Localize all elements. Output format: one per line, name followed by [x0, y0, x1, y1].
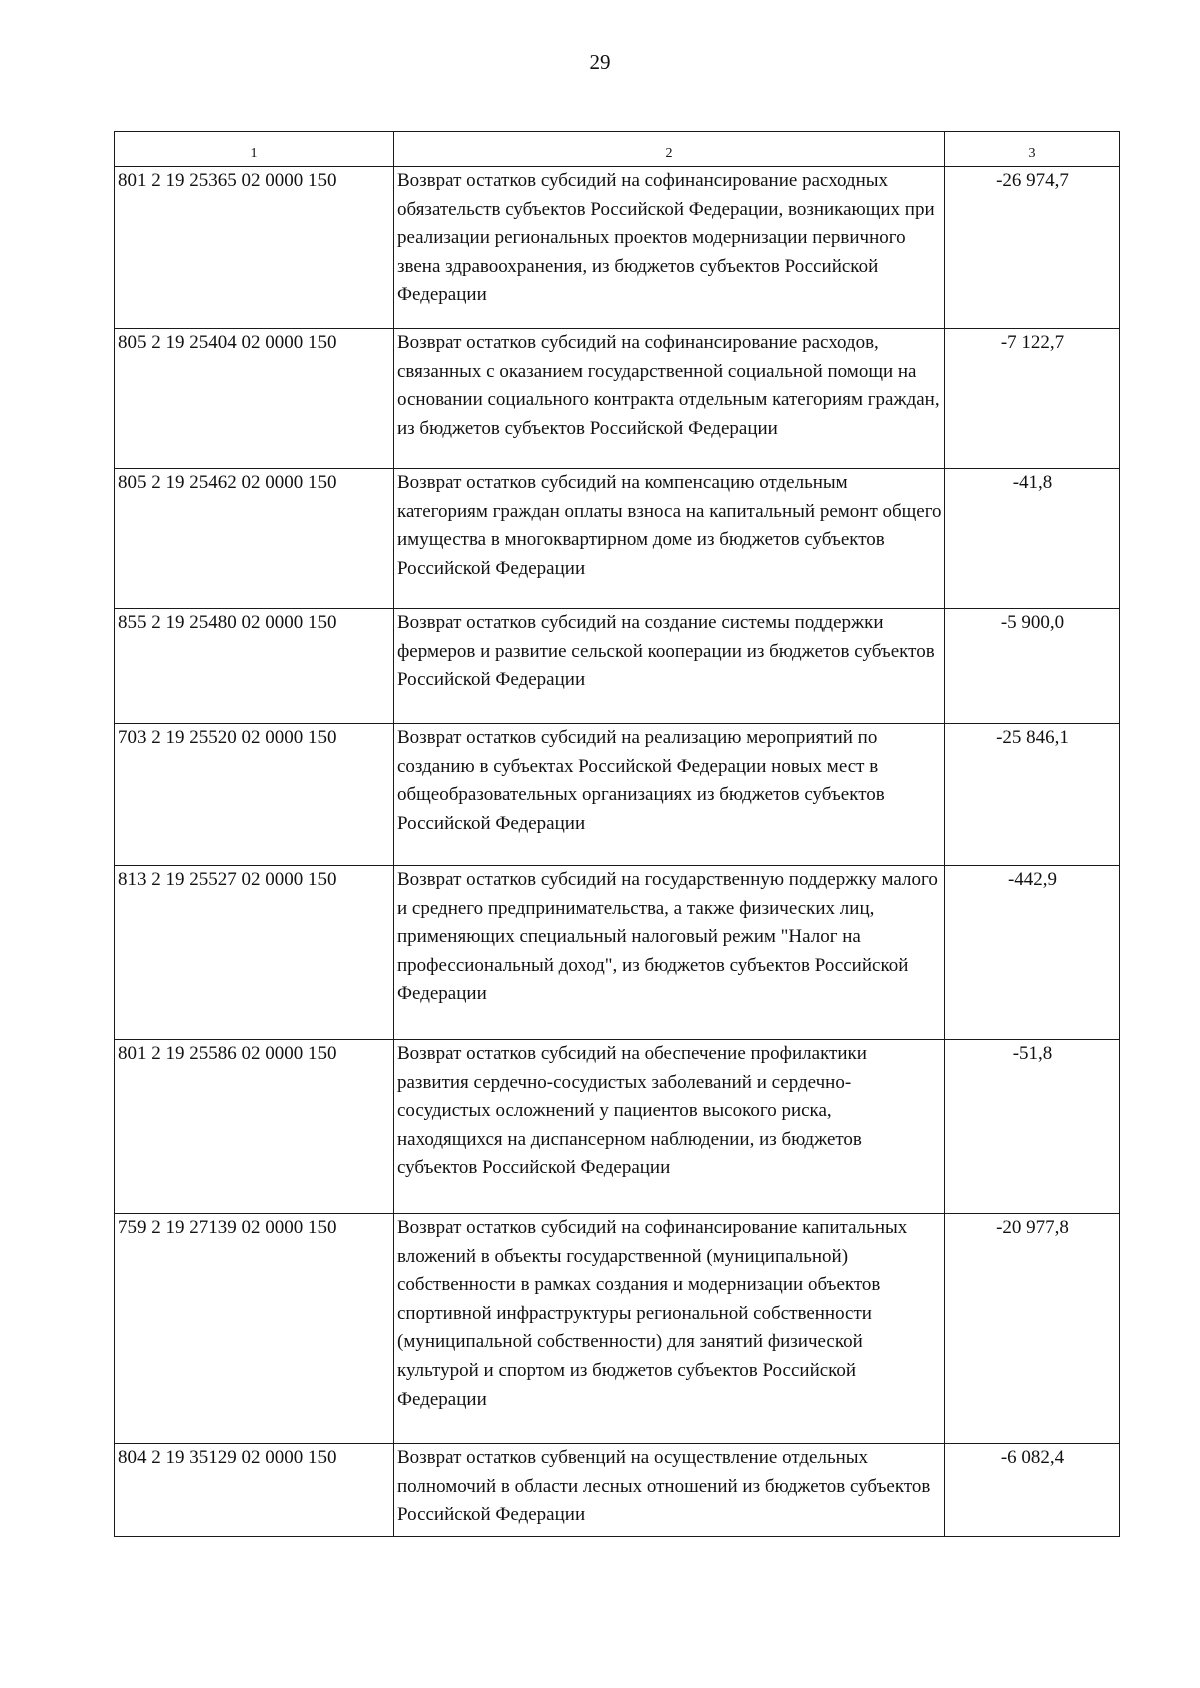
row-description: Возврат остатков субсидий на государственную поддержку малого и среднего предпринимательства, а также физических лиц, применяющих специальный налоговый режим "Налог на профессиональный доход", из бюджетов субъектов Российской Федерации — [394, 866, 945, 1040]
row-description: Возврат остатков субсидий на реализацию мероприятий по созданию в субъектах Российской Федерации новых мест в общеобразовательных организациях из бюджетов субъектов Российской Федерации — [394, 724, 945, 866]
table-row — [115, 167, 1120, 329]
row-amount: -6 082,4 — [945, 1444, 1120, 1537]
row-amount: -20 977,8 — [945, 1214, 1120, 1444]
table-row — [115, 866, 1120, 1040]
budget-code: 703 2 19 25520 02 0000 150 — [115, 724, 394, 866]
table-row — [115, 609, 1120, 724]
table-row — [115, 1214, 1120, 1444]
row-description: Возврат остатков субсидий на обеспечение профилактики развития сердечно-сосудистых заболеваний и сердечно-сосудистых осложнений у пациентов высокого риска, находящихся на диспансерном наблюдении, из бюджетов субъектов Российской Федерации — [394, 1040, 945, 1214]
row-description: Возврат остатков субсидий на софинансирование капитальных вложений в объекты государственной (муниципальной) собственности в рамках создания и модернизации объектов спортивной инфраструктуры региональной собственности (муниципальной собственности) для занятий физической культурой и спортом из бюджетов субъектов Российской Федерации — [394, 1214, 945, 1444]
row-amount: -5 900,0 — [945, 609, 1120, 724]
row-description: Возврат остатков субсидий на компенсацию отдельным категориям граждан оплаты взноса на капитальный ремонт общего имущества в многоквартирном доме из бюджетов субъектов Российской Федерации — [394, 469, 945, 609]
row-description: Возврат остатков субсидий на создание системы поддержки фермеров и развитие сельской кооперации из бюджетов субъектов Российской Федерации — [394, 609, 945, 724]
budget-code: 804 2 19 35129 02 0000 150 — [115, 1444, 394, 1537]
budget-code: 759 2 19 27139 02 0000 150 — [115, 1214, 394, 1444]
budget-code: 805 2 19 25404 02 0000 150 — [115, 329, 394, 469]
row-description: Возврат остатков субсидий на софинансирование расходов, связанных с оказанием государственной социальной помощи на основании социального контракта отдельным категориям граждан, из бюджетов субъектов Российской Федерации — [394, 329, 945, 469]
budget-code: 805 2 19 25462 02 0000 150 — [115, 469, 394, 609]
row-amount: -41,8 — [945, 469, 1120, 609]
column-header-amount: 3 — [945, 132, 1120, 167]
table-body — [115, 167, 1120, 1537]
table-row — [115, 724, 1120, 866]
page-number: 29 — [589, 50, 611, 74]
budget-code: 801 2 19 25365 02 0000 150 — [115, 167, 394, 329]
table-row — [115, 1444, 1120, 1537]
column-header-description: 2 — [394, 132, 945, 167]
budget-table — [114, 131, 1120, 1537]
row-amount: -442,9 — [945, 866, 1120, 1040]
table-row — [115, 329, 1120, 469]
row-amount: -26 974,7 — [945, 167, 1120, 329]
budget-code: 801 2 19 25586 02 0000 150 — [115, 1040, 394, 1214]
table-row — [115, 469, 1120, 609]
row-amount: -7 122,7 — [945, 329, 1120, 469]
header-row — [115, 132, 1120, 167]
row-amount: -51,8 — [945, 1040, 1120, 1214]
budget-code: 855 2 19 25480 02 0000 150 — [115, 609, 394, 724]
column-header-code: 1 — [115, 132, 394, 167]
row-description: Возврат остатков субвенций на осуществление отдельных полномочий в области лесных отношений из бюджетов субъектов Российской Федерации — [394, 1444, 945, 1537]
row-amount: -25 846,1 — [945, 724, 1120, 866]
row-description: Возврат остатков субсидий на софинансирование расходных обязательств субъектов Российской Федерации, возникающих при реализации региональных проектов модернизации первичного звена здравоохранения, из бюджетов субъектов Российской Федерации — [394, 167, 945, 329]
table-row — [115, 1040, 1120, 1214]
budget-code: 813 2 19 25527 02 0000 150 — [115, 866, 394, 1040]
table-header — [115, 132, 1120, 167]
